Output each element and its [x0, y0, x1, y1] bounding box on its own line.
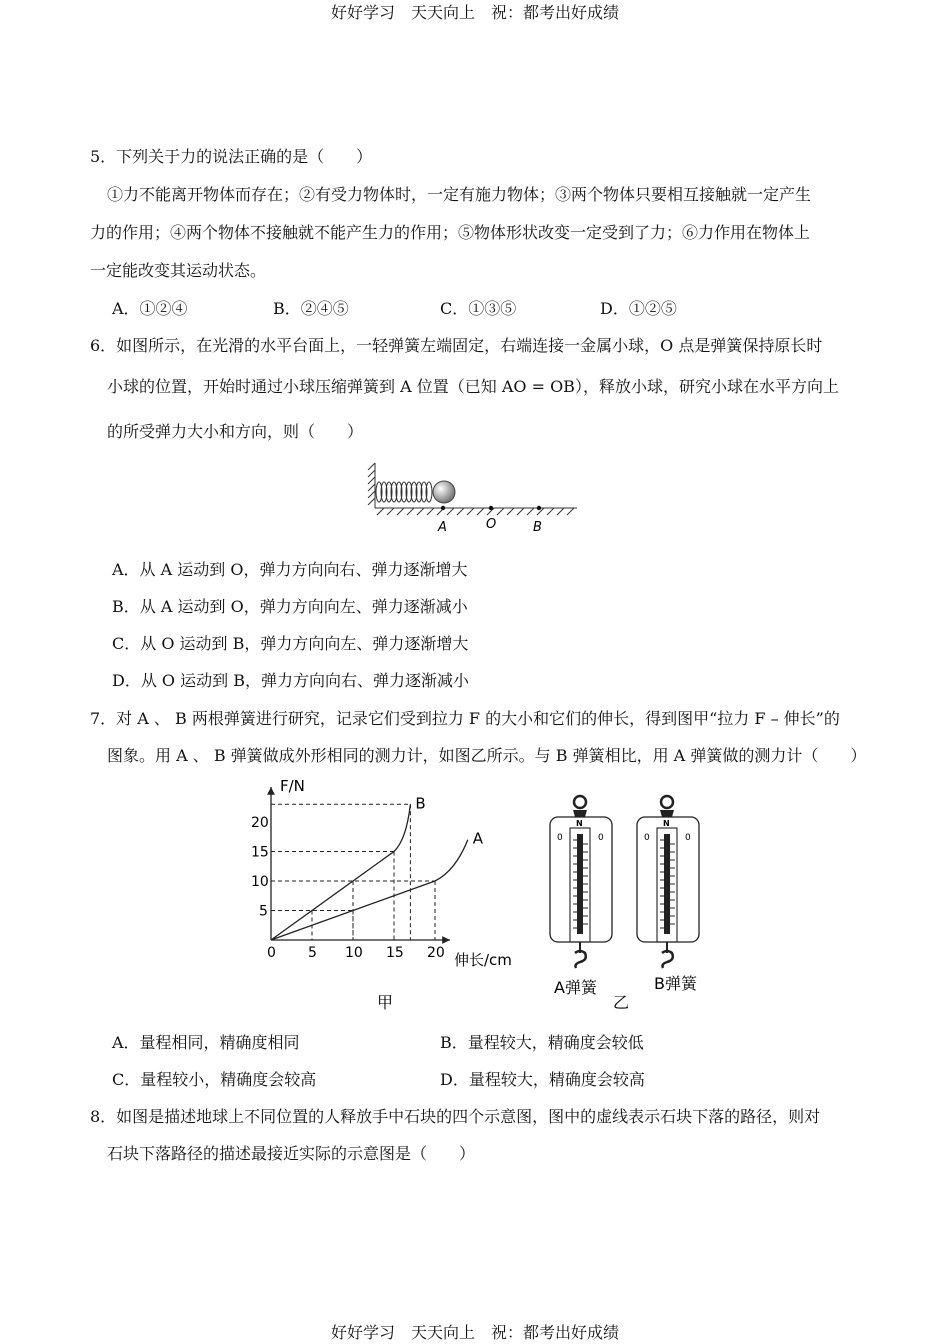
y-tick-label: 5	[259, 903, 268, 920]
series-line-a	[271, 840, 468, 940]
q5-stem: 5．下列关于力的说法正确的是（ ）	[90, 147, 373, 166]
series-line-b	[271, 804, 410, 940]
q6-stem-line: 6．如图所示，在光滑的水平台面上，一轻弹簧左端固定，右端连接一金属小球，O 点是弹簧保持原长时	[90, 336, 823, 355]
x-tick-label: 20	[427, 945, 445, 961]
scale-b-zero: 0	[644, 833, 650, 843]
q7-option-c[interactable]: C．量程较小，精确度会较高	[112, 1070, 317, 1089]
q5-option-a[interactable]: A．①②④	[112, 299, 188, 318]
scale-a-zero: 0	[598, 833, 604, 843]
scale-a-label: A弹簧	[554, 978, 597, 997]
label-a: A	[438, 520, 447, 535]
spring-scale-b	[637, 796, 699, 993]
x-tick-label: 10	[345, 945, 363, 961]
spring-coils	[376, 482, 432, 502]
q5-option-c[interactable]: C．①③⑤	[440, 299, 517, 318]
label-b: B	[533, 520, 542, 535]
q6-option-b[interactable]: B．从 A 运动到 O，弹力方向向左、弹力逐渐减小	[112, 597, 468, 616]
point-o	[489, 506, 493, 510]
spring-ball-figure	[365, 458, 585, 538]
point-b	[537, 506, 541, 510]
q5-body-line: 一定能改变其运动状态。	[90, 261, 267, 280]
q5-option-b[interactable]: B．②④⑤	[273, 299, 349, 318]
scale-a-unit: N	[576, 819, 583, 828]
spring-scales-figure	[540, 790, 720, 1015]
y-axis-label: F/N	[280, 777, 305, 795]
q7-stem-line: 7．对 A 、 B 两根弹簧进行研究，记录它们受到拉力 F 的大小和它们的伸长，得到图甲“拉力 F – 伸长”的	[90, 709, 840, 728]
metal-ball	[433, 481, 455, 503]
q8-stem-line: 8．如图是描述地球上不同位置的人释放手中石块的四个示意图，图中的虚线表示石块下落的路径，则对	[90, 1107, 821, 1126]
q5-body-line: 力的作用；④两个物体不接触就不能产生力的作用；⑤物体形状改变一定受到了力；⑥力作用在物体上	[90, 223, 811, 242]
x-axis-label: 伸长/cm	[454, 951, 512, 969]
meter-caption: 乙	[613, 993, 630, 1012]
chart-guides	[271, 804, 435, 940]
x-tick-label: 0	[267, 945, 276, 961]
page-header: 好好学习 天天向上 祝：都考出好成绩	[330, 3, 619, 22]
scale-b-zero: 0	[685, 833, 691, 843]
q6-option-a[interactable]: A．从 A 运动到 O，弹力方向向右、弹力逐渐增大	[112, 560, 468, 579]
x-tick-label: 5	[308, 945, 317, 961]
series-label-b: B	[415, 794, 426, 813]
chart-series	[271, 804, 468, 940]
wall-hatching	[368, 463, 375, 505]
point-a	[441, 506, 445, 510]
q7-option-b[interactable]: B．量程较大，精确度会较低	[440, 1033, 644, 1052]
label-o: O	[486, 517, 497, 532]
chart-caption: 甲	[377, 993, 394, 1012]
y-tick-label: 20	[251, 815, 269, 831]
q6-option-d[interactable]: D．从 O 运动到 B，弹力方向向右、弹力逐渐减小	[112, 671, 469, 690]
scale-b-label: B弹簧	[654, 974, 697, 993]
q8-stem-line: 石块下落路径的描述最接近实际的示意图是（ ）	[107, 1144, 476, 1163]
q5-option-d[interactable]: D．①②⑤	[600, 299, 677, 318]
floor-hatching	[377, 508, 574, 515]
force-extension-chart	[240, 775, 530, 1020]
q7-option-d[interactable]: D．量程较大，精确度会较高	[440, 1070, 645, 1089]
q7-stem-line: 图象。用 A 、 B 弹簧做成外形相同的测力计，如图乙所示。与 B 弹簧相比，用 A 弹簧做的测力计（ ）	[107, 746, 867, 765]
q5-body-line: ①力不能离开物体而存在；②有受力物体时，一定有施力物体；③两个物体只要相互接触就一定产生	[107, 185, 812, 204]
y-tick-label: 10	[251, 874, 269, 890]
y-tick-label: 15	[251, 844, 269, 861]
x-tick-label: 15	[386, 945, 404, 961]
q6-option-c[interactable]: C．从 O 运动到 B，弹力方向向左、弹力逐渐增大	[112, 634, 469, 653]
scale-a-zero: 0	[557, 833, 563, 843]
scale-b-unit: N	[663, 819, 670, 828]
q6-stem-line: 的所受弹力大小和方向，则（ ）	[107, 422, 364, 441]
series-label-a: A	[472, 829, 484, 848]
spring-scale-a	[550, 796, 612, 997]
chart-labels	[251, 794, 484, 961]
page-footer: 好好学习 天天向上 祝：都考出好成绩	[330, 1323, 619, 1342]
q6-stem-line: 小球的位置，开始时通过小球压缩弹簧到 A 位置（已知 AO = OB），释放小球，研究小球在水平方向上	[107, 377, 839, 396]
q7-option-a[interactable]: A．量程相同，精确度相同	[112, 1033, 300, 1052]
